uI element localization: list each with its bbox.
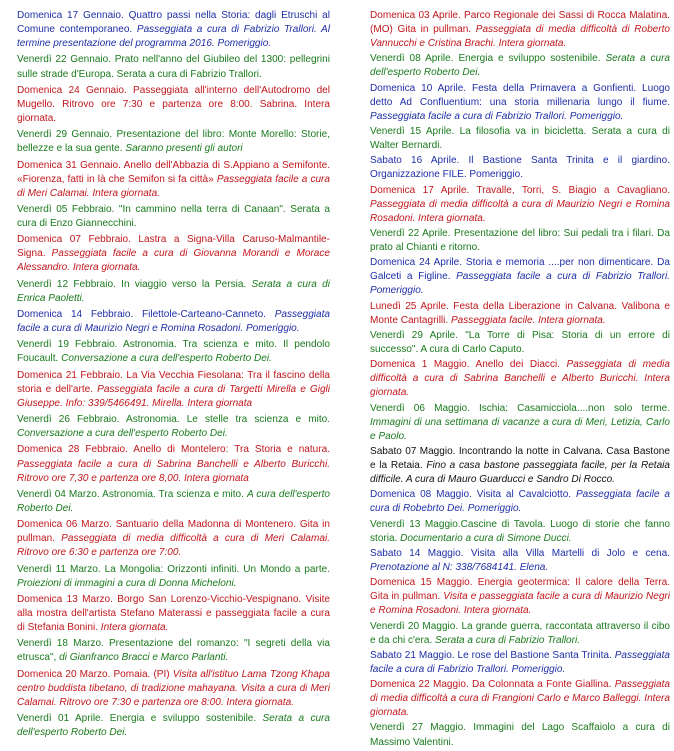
right-entry — [370, 358, 670, 400]
entry-title: Venerdì 01 Aprile. Energia e sviluppo sostenibile. — [17, 713, 257, 725]
left-entry — [17, 128, 330, 156]
left-entry — [17, 488, 330, 516]
entry-details: Passeggiata di media difficoltà a cura di Meri Calamai. Ritrovo ore 6:30 e partenza ore 7:00. — [17, 533, 330, 559]
right-entry — [370, 154, 670, 182]
right-entry — [370, 300, 670, 328]
right-entry — [370, 649, 670, 677]
entry-title: Domenica 03 Aprile. Parco Regionale dei Sassi di Rocca Malatina. (MO) Gita in pullman. — [370, 10, 670, 36]
entry-title: Venerdì 15 Aprile. La filosofia va in bicicletta. Serata a cura di Walter Bernardi. — [370, 126, 670, 152]
left-entry — [17, 203, 330, 231]
entry-details: Documentario a cura di Simone Ducci. — [400, 532, 572, 544]
right-entry — [370, 678, 670, 720]
entry-details: Conversazione a cura dell'esperto Roberto Dei. — [17, 428, 228, 440]
entry-title: Venerdì 22 Aprile. Presentazione del libro: Sui pedali tra i filari. Da prato al Chianti e ritorno. — [370, 227, 670, 254]
right-entry — [370, 721, 670, 749]
entry-details: Passeggiata a cura di Fabrizio Trallori. Al termine presentazione del programma 2016. Pomeriggio. — [17, 24, 330, 50]
left-entry — [17, 637, 330, 665]
left-entry — [17, 159, 330, 201]
entry-title: Domenica 24 Gennaio. Passeggiata all'interno dell'Autodromo del Mugello. Ritrovo ore 7:30 e partenza ore 8:00. Sabrina. Intera giornata. — [17, 84, 330, 124]
entry-title: Domenica 15 Maggio. Energia geotermica: Il calore della Terra. Gita in pullman. — [370, 577, 670, 603]
entry-title: Venerdì 26 Febbraio. Astronomia. Le stelle tra scienza e mito. — [17, 414, 330, 426]
entry-title: Lunedì 25 Aprile. Festa della Liberazione in Calvana. Valibona e Monte Cantagrilli. — [370, 300, 670, 326]
entry-title: Domenica 13 Marzo. Borgo San Lorenzo-Vicchio-Vespignano. Visite alla mostra dell'artista Stefano Materassi e passeggiata facile a cura di Stefania Bonini. — [17, 593, 330, 634]
entry-details: Passeggiata di media difficoltà a cura di Sabrina Banchelli e Alberto Buricchi. Intera giornata. — [370, 359, 670, 399]
entry-title: Sabato 14 Maggio. Visita alla Villa Martelli di Jolo e cena. — [370, 547, 670, 559]
left-entry — [17, 518, 330, 560]
entry-details: di Gianfranco Bracci e Marco Parlanti. — [59, 652, 229, 664]
entry-title: Domenica 10 Aprile. Festa della Primavera a Gonfienti. Luogo detto Ad Confluentium: una storia millenaria lungo il fiume. — [370, 82, 670, 108]
left-entry — [17, 369, 330, 411]
entry-title: Sabato 21 Maggio. Le rose del Bastione Santa Trinita. — [370, 649, 612, 661]
entry-details: Passeggiata facile a cura di Sabrina Banchelli e Alberto Buricchi. Ritrovo ore 7,30 e partenza ore 8,00. Intera giornata — [17, 458, 330, 484]
entry-title: Domenica 24 Aprile. Storia e memoria ....per non dimenticare. Da Galceti a Figline. — [370, 257, 670, 283]
entry-title: Domenica 08 Maggio. Visita al Cavalciotto. — [370, 489, 572, 501]
right-entry — [370, 256, 670, 298]
entry-title: Domenica 14 Febbraio. Filettole-Carteano-Canneto. — [17, 309, 266, 320]
entry-details: Conversazione a cura dell'esperto Roberto Dei. — [61, 353, 272, 365]
entry-title: Venerdì 08 Aprile. Energia e sviluppo sostenibile. — [370, 53, 601, 65]
entry-details: Passeggiata facile a cura di Fabrizio Trallori. Pomeriggio. — [370, 110, 624, 122]
entry-details: Passeggiata facile a cura di Robebrto Dei. Pomeriggio. — [370, 489, 671, 515]
entry-details: Immagini di una settimana di vacanze a cura di Meri, Letizia, Carlo e Paolo. — [370, 416, 670, 442]
left-entry — [17, 233, 330, 275]
right-entry — [370, 52, 670, 80]
left-column — [17, 9, 330, 742]
entry-details: Passeggiata di media difficoltà a cura di Maurizio Negri e Romina Rosadoni. Intera giornata. — [370, 198, 670, 224]
entry-title: Domenica 1 Maggio. Anello dei Diacci. — [370, 359, 560, 371]
entry-title: Venerdì 29 Aprile. "La Torre di Pisa: Storia di un errore di successo". A cura di Carlo Caputo. — [370, 329, 670, 355]
entry-title: Venerdì 05 Febbraio. "In cammino nella terra di Canaan". Serata a cura di Enzo Giannecchini. — [17, 203, 330, 230]
left-entry — [17, 338, 330, 366]
entry-details: Proiezioni di immagini a cura di Donna Micheloni. — [17, 577, 237, 589]
entry-title: Sabato 16 Aprile. Il Bastione Santa Trinita e il giardino. Organizzazione FILE. Pomeriggio. — [370, 155, 670, 181]
right-column — [370, 9, 670, 751]
entry-title: Domenica 22 Maggio. Da Colonnata a Fonte Giallina. — [370, 679, 612, 691]
entry-title: Venerdì 29 Gennaio. Presentazione del libro: Monte Morello: Storie, bellezze e la sua gente. — [17, 129, 330, 155]
entry-details: Passeggiata di media difficoltà a cura di Frangioni Carlo e Marco Balleggi. Intera giornata. — [370, 679, 670, 719]
right-entry — [370, 227, 670, 255]
entry-title: Venerdì 13 Maggio.Cascine di Tavola. Luogo di storie che fanno storia. — [370, 518, 670, 544]
entry-details: Passeggiata facile. Intera giornata. — [450, 314, 606, 326]
right-entry — [370, 518, 670, 546]
entry-details: Saranno presenti gli autori — [125, 143, 243, 155]
entry-details: Passeggiata facile a cura di Maurizio Negri e Romina Rosadoni. Pomeriggio. — [17, 309, 330, 335]
entry-details: Passeggiata facile a cura di Fabrizio Trallori. Pomeriggio. — [370, 649, 670, 675]
left-entry — [17, 278, 330, 306]
entry-title: Domenica 17 Gennaio. Quattro passi nella Storia: dagli Etruschi al Comune contemporaneo. — [17, 10, 330, 36]
right-entry — [370, 9, 670, 51]
entry-details: Prenotazione al N: 338/7684141. Elena. — [370, 561, 549, 573]
entry-title: Domenica 07 Febbraio. Lastra a Signa-Villa Caruso-Malmantile-Signa. — [17, 234, 330, 260]
entry-details: Serata a cura di Enrica Paoletti. — [17, 278, 330, 304]
entry-title: Sabato 07 Maggio. Incontrando la notte in Calvana. Casa Bastone e la Retaia. — [370, 445, 670, 472]
left-entry — [17, 443, 330, 485]
entry-title: Domenica 21 Febbraio. La Via Vecchia Fiesolana: Tra il fascino della storia e dell'arte. — [17, 369, 330, 395]
entry-details: Visita e passeggiata facile a cura di Maurizio Negri e Romina Rosadoni. Intera giornata. — [370, 591, 670, 617]
entry-title: Domenica 28 Febbraio. Anello di Montelero: Tra Storia e natura. — [17, 444, 330, 456]
right-entry — [370, 184, 670, 226]
right-entry — [370, 576, 670, 618]
entry-title: Venerdì 27 Maggio. Immagini del Lago Scaffaiolo a cura di Massimo Valentini. — [370, 722, 670, 748]
entry-title: Domenica 31 Gennaio. Anello dell'Abbazia di S.Appiano a Semifonte. «Fiorenza, fatti in là che Semifon si fa città» — [17, 159, 330, 185]
right-entry — [370, 488, 670, 516]
entry-details: Fino a casa bastone passeggiata facile, per la Retaia difficile. A cura di Mauro Guarducci e Sandro Di Rocco. — [370, 460, 671, 486]
right-entry — [370, 329, 670, 357]
right-entry — [370, 620, 670, 648]
entry-details: Passeggiata di media difficoltà di Roberto Vannucchi e Cristina Brachi. Intera giornata. — [370, 24, 670, 50]
entry-title: Venerdì 20 Maggio. La grande guerra, raccontata attraverso il cibo e da chi c'era. — [370, 620, 670, 646]
entry-title: Venerdì 22 Gennaio. Prato nell'anno del Giubileo del 1300: pellegrini sulle strade d'Europa. Serata a cura di Fabrizio Trallori. — [17, 54, 330, 80]
entry-title: Venerdì 18 Marzo. Presentazione del romanzo: "I segreti della via etrusca", — [17, 638, 330, 664]
left-entry — [17, 308, 330, 336]
left-entry — [17, 668, 330, 710]
entry-details: Passeggiata facile a cura di Meri Calamai. Intera giornata. — [17, 173, 330, 199]
entry-details: Passeggiata facile a cura di Giovanna Morandi e Morace Alessandro. Intera giornata. — [17, 248, 330, 274]
right-entry — [370, 125, 670, 153]
entry-details: Serata a cura dell'esperto Roberto Dei. — [17, 713, 330, 739]
entry-title: Domenica 20 Marzo. Pomaia. (PI) — [17, 668, 170, 680]
right-entry — [370, 82, 670, 124]
entry-details: Serata a cura dell'esperto Roberto Dei. — [370, 53, 671, 79]
entry-details: Passeggiata facile a cura di Fabrizio Trallori. Pomeriggio. — [370, 271, 670, 297]
entry-details: Intera giornata. — [100, 622, 169, 634]
left-entry — [17, 53, 330, 81]
entry-title: Venerdì 04 Marzo. Astronomia. Tra scienza e mito. — [17, 488, 244, 500]
entry-title: Venerdì 19 Febbraio. Astronomia. Tra scienza e mito. Il pendolo Foucault. — [17, 339, 330, 365]
entry-title: Domenica 17 Aprile. Travalle, Torri, S. Biagio a Cavagliano. — [370, 184, 670, 196]
entry-title: Venerdì 06 Maggio. Ischia: Casamicciola....non solo terme. — [370, 402, 670, 414]
entry-details: Passeggiata facile a cura di Targetti Mirella e Gigli Giuseppe. Info: 339/5466491. Mirella. Intera giornata — [17, 383, 331, 409]
entry-details: A cura dell'esperto Roberto Dei. — [17, 488, 331, 514]
left-entry — [17, 712, 330, 740]
left-entry — [17, 563, 330, 591]
entry-details: Serata a cura di Fabrizio Trallori. — [435, 634, 581, 646]
entry-title: Venerdì 12 Febbraio. In viaggio verso la Persia. — [17, 278, 247, 290]
left-entry — [17, 593, 330, 635]
entry-details: Visita all'istituo Lama Tzong Khapa centro buddista tibetano, di tradizione mahayana. Visita a cura di Meri Calamai. Ritrovo ore 7:30 e partenza ore 8:00. Intera giornata. — [17, 668, 330, 708]
right-entry — [370, 445, 670, 487]
right-entry — [370, 547, 670, 575]
entry-title: Domenica 06 Marzo. Santuario della Madonna di Montenero. Gita in pullman. — [17, 519, 330, 545]
left-entry — [17, 84, 330, 126]
right-entry — [370, 402, 670, 444]
left-entry — [17, 413, 330, 441]
left-entry — [17, 9, 330, 51]
entry-title: Venerdì 11 Marzo. La Mongolia: Orizzonti infiniti. Un Mondo a parte. — [17, 563, 330, 575]
